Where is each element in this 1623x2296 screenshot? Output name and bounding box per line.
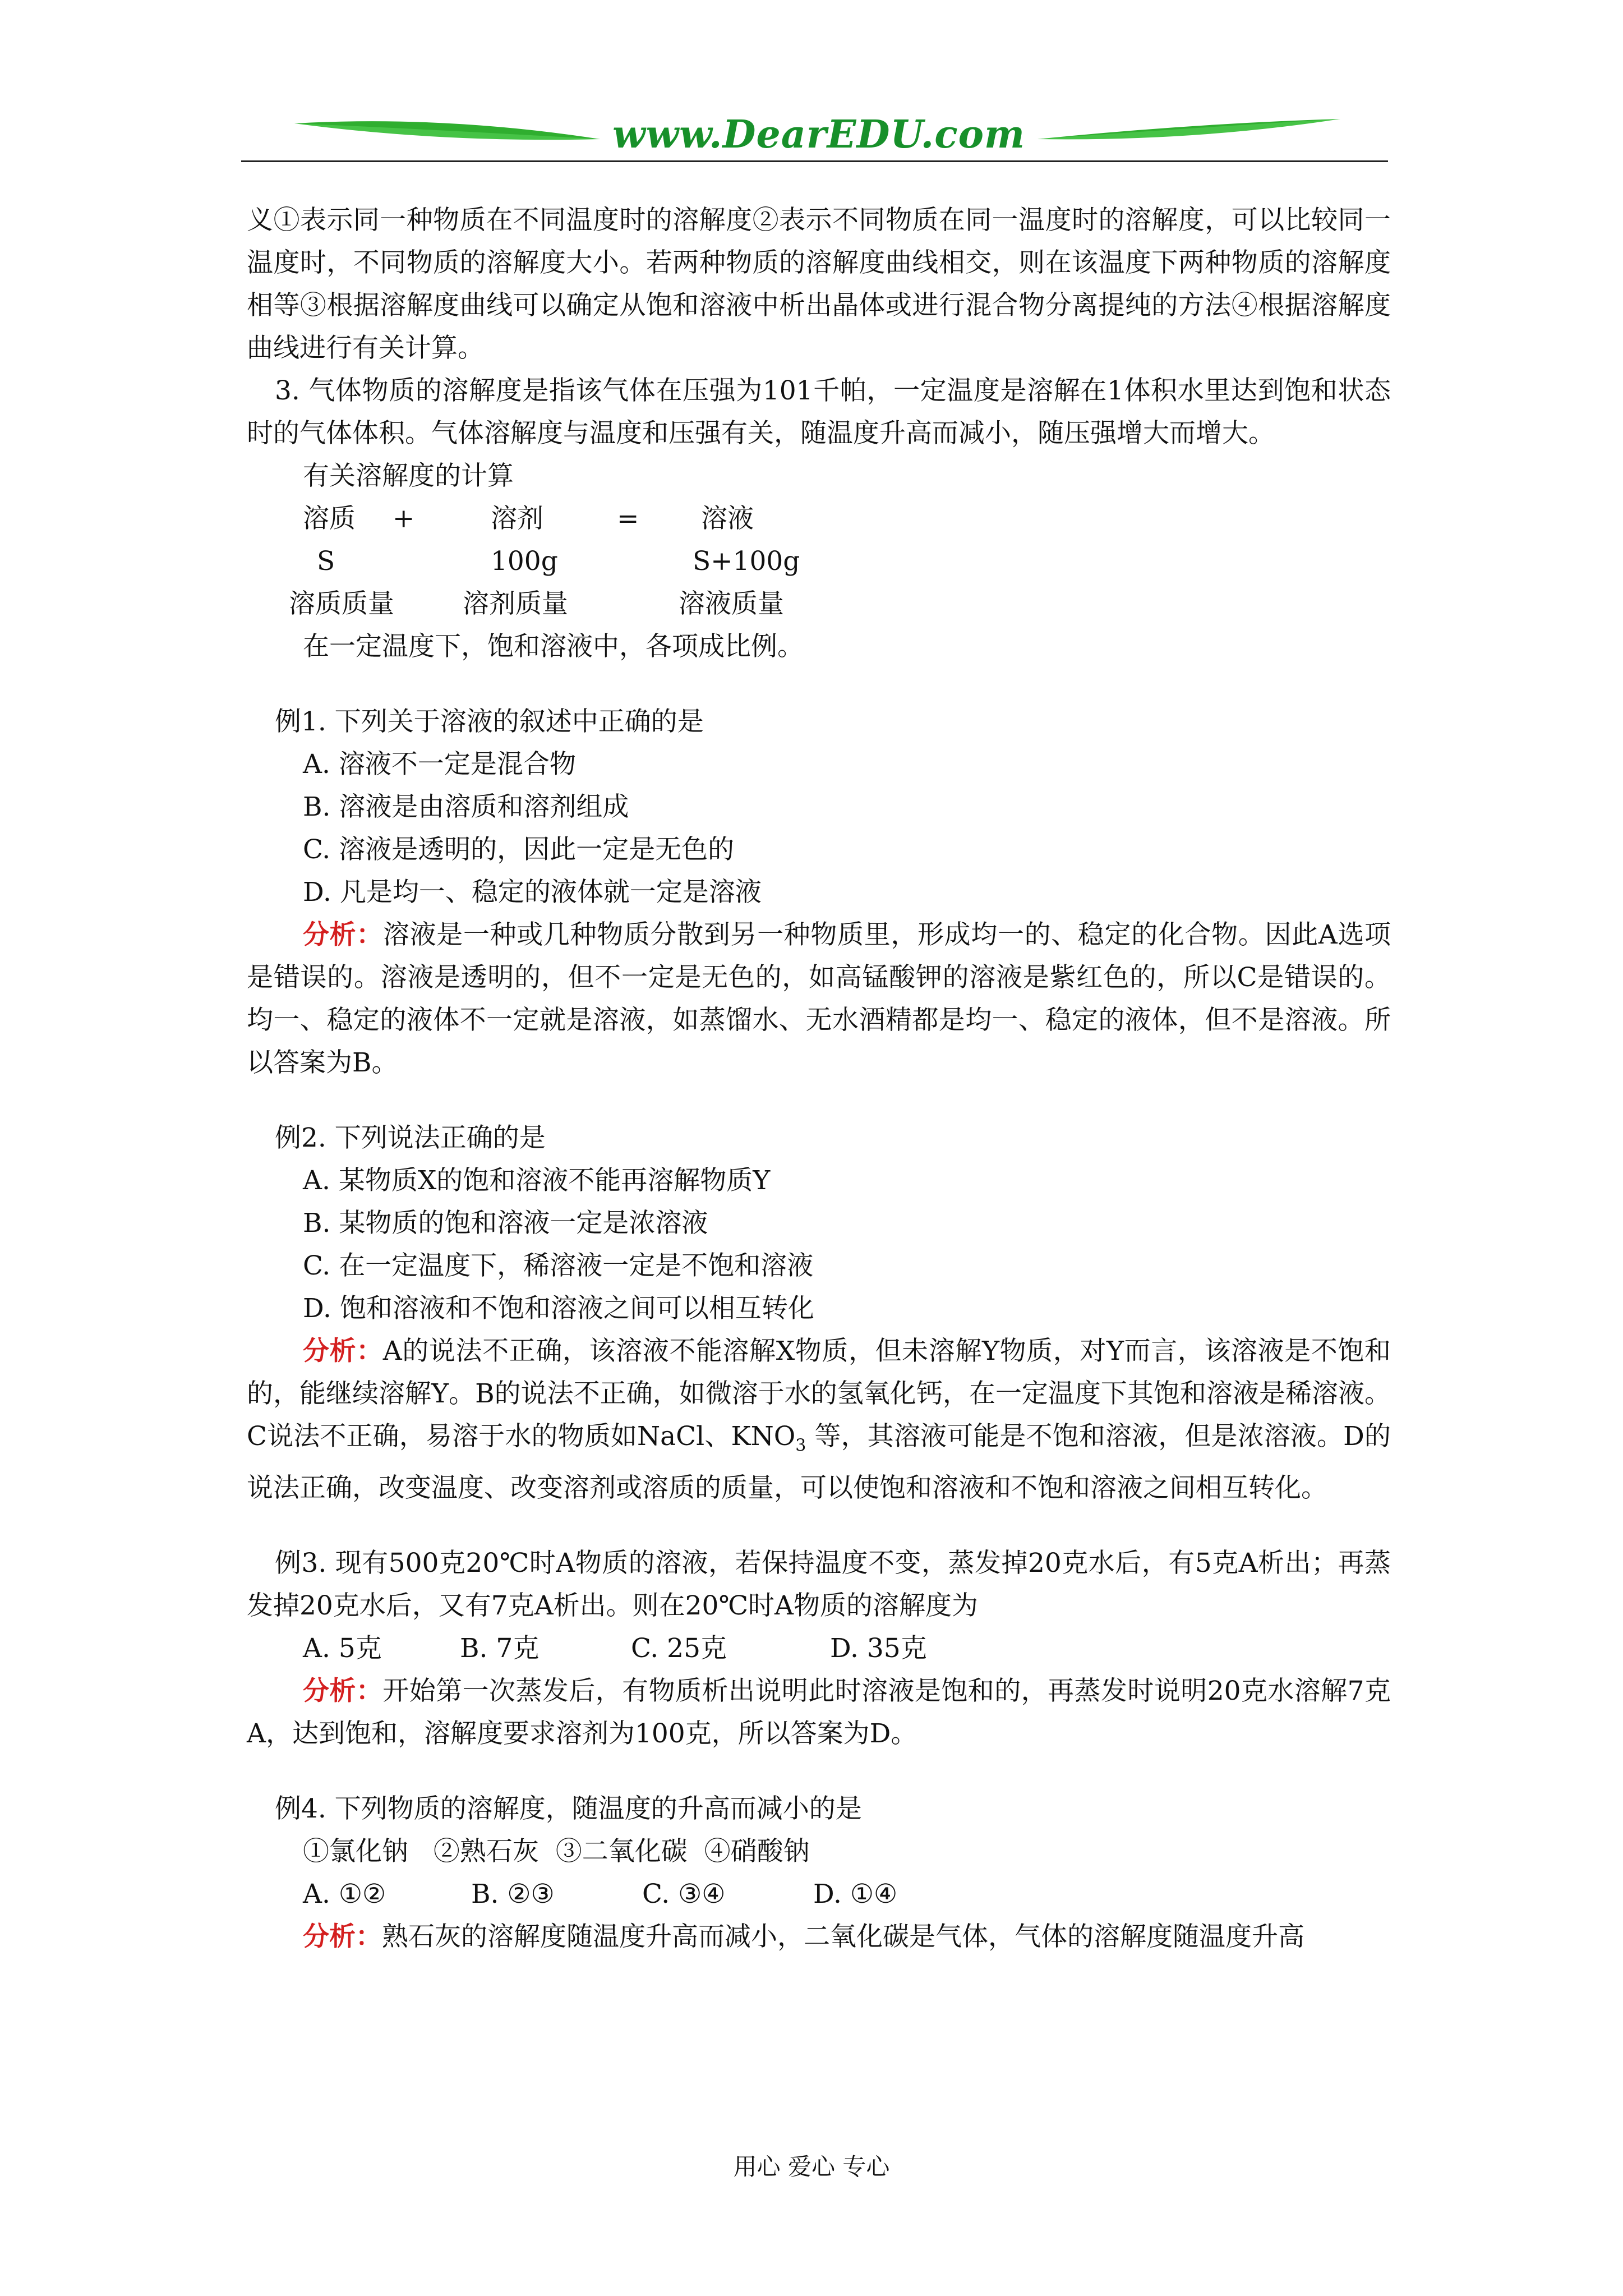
calc-cell: 溶液 <box>701 503 754 534</box>
calc-cell: 溶液质量 <box>679 588 784 619</box>
analysis-text: 开始第一次蒸发后，有物质析出说明此时溶液是饱和的，再蒸发时说明20克水溶解7克A，达到饱和，溶解度要求溶剂为100克，所以答案为D。 <box>247 1676 1391 1750</box>
example-4-option: D. ①④ <box>813 1879 898 1910</box>
example-2-analysis <box>247 1330 1391 1510</box>
example-3-option: A. 5克 <box>303 1633 382 1664</box>
example-4-analysis <box>247 1916 1391 1958</box>
calc-row-3 <box>247 583 1391 625</box>
example-4-option: B. ②③ <box>471 1879 555 1910</box>
calc-cell: = <box>617 503 639 534</box>
analysis-label: 分析： <box>303 1336 383 1366</box>
calc-cell: 溶质 <box>303 503 356 534</box>
calc-note: 在一定温度下，饱和溶液中，各项成比例。 <box>303 631 804 662</box>
example-4-question: 例4. 下列物质的溶解度，随温度的升高而减小的是 <box>275 1793 862 1825</box>
document-body <box>247 199 1391 1958</box>
example-3-option: B. 7克 <box>460 1633 540 1664</box>
site-logo: www.DearEDU.com <box>612 112 1025 157</box>
example-4-option: C. ③④ <box>642 1879 726 1910</box>
example-1-option: B. 溶液是由溶质和溶剂组成 <box>303 792 629 822</box>
example-1-question: 例1. 下列关于溶液的叙述中正确的是 <box>275 706 704 737</box>
page-footer: 用心 爱心 专心 <box>733 2153 890 2180</box>
analysis-text: 熟石灰的溶解度随温度升高而减小，二氧化碳是气体，气体的溶解度随温度升高 <box>382 1921 1304 1953</box>
example-4-items: ①氯化钠 ②熟石灰 ③二氧化碳 ④硝酸钠 <box>303 1836 810 1867</box>
intro-paragraph: 义①表示同一种物质在不同温度时的溶解度②表示不同物质在同一温度时的溶解度，可以比较同一温度时，不同物质的溶解度大小。若两种物质的溶解度曲线相交，则在该温度下两种物质的溶解度相等③根据溶解度曲线可以确定从饱和溶液中析出晶体或进行混合物分离提纯的方法④根据溶解度曲线进行有关计算。 <box>247 205 1391 364</box>
calc-cell: 100g <box>491 546 558 577</box>
analysis-label: 分析： <box>303 1676 383 1707</box>
example-2-option: D. 饱和溶液和不饱和溶液之间可以相互转化 <box>303 1293 814 1324</box>
example-4-option: A. ①② <box>303 1879 386 1910</box>
calc-row-1 <box>247 498 1391 540</box>
example-3-question: 例3. 现有500克20℃时A物质的溶液，若保持温度不变，蒸发掉20克水后，有5克A析出；再蒸发掉20克水后，又有7克A析出。则在20℃时A物质的溶解度为 <box>247 1548 1391 1622</box>
header-rule <box>241 160 1388 162</box>
analysis-label: 分析： <box>303 919 383 950</box>
subscript: 3 <box>795 1435 806 1456</box>
example-4-options <box>247 1873 1391 1916</box>
example-2-option: A. 某物质X的饱和溶液不能再溶解物质Y <box>303 1165 771 1196</box>
analysis-label: 分析： <box>303 1921 382 1953</box>
analysis-text: 等，其溶液可能是不饱和溶液，但是浓溶液。D的说法正确，改变温度、改变溶剂或溶质的质量，可以使饱和溶液和不饱和溶液之间相互转化。 <box>247 1421 1391 1504</box>
calc-cell: + <box>393 503 415 534</box>
analysis-text: A的说法不正确，该溶液不能溶解X物质，但未溶解Y物质，对Y而言，该溶液是不饱和的，能继续溶解Y。B的说法不正确，如微溶于水的氢氧化钙，在一定温度下其饱和溶液是稀溶液。C说法不正确，易溶于水的物质如NaCl、KNO <box>247 1336 1391 1452</box>
example-3-options <box>247 1627 1391 1670</box>
calc-cell: S <box>317 546 335 577</box>
example-2-option: B. 某物质的饱和溶液一定是浓溶液 <box>303 1208 708 1239</box>
page-header <box>241 107 1388 168</box>
calc-cell: 溶剂 <box>491 503 543 534</box>
calc-cell: 溶质质量 <box>289 588 394 619</box>
example-1-option: D. 凡是均一、稳定的液体就一定是溶液 <box>303 877 762 908</box>
calc-row-2 <box>247 540 1391 583</box>
example-1-option: A. 溶液不一定是混合物 <box>303 749 576 780</box>
example-2-question: 例2. 下列说法正确的是 <box>275 1122 546 1153</box>
example-2-option: C. 在一定温度下，稀溶液一定是不饱和溶液 <box>303 1250 814 1281</box>
example-3-option: D. 35克 <box>830 1633 927 1664</box>
calc-cell: S+100g <box>693 546 800 577</box>
calc-cell: 溶剂质量 <box>463 588 568 619</box>
analysis-text: 溶液是一种或几种物质分散到另一种物质里，形成均一的、稳定的化合物。因此A选项是错误的。溶液是透明的，但不一定是无色的，如高锰酸钾的溶液是紫红色的，所以C是错误的。均一、稳定的液体不一定就是溶液，如蒸馏水、无水酒精都是均一、稳定的液体，但不是溶液。所以答案为B。 <box>247 919 1391 1078</box>
point-3: 3. 气体物质的溶解度是指该气体在压强为101千帕，一定温度是溶解在1体积水里达到饱和状态时的气体体积。气体溶解度与温度和压强有关，随温度升高而减小，随压强增大而增大。 <box>247 375 1391 449</box>
example-1-analysis <box>247 914 1391 1084</box>
example-1-option: C. 溶液是透明的，因此一定是无色的 <box>303 834 735 865</box>
calc-heading: 有关溶解度的计算 <box>303 461 514 491</box>
example-3-analysis <box>247 1670 1391 1755</box>
example-3-option: C. 25克 <box>631 1633 727 1664</box>
